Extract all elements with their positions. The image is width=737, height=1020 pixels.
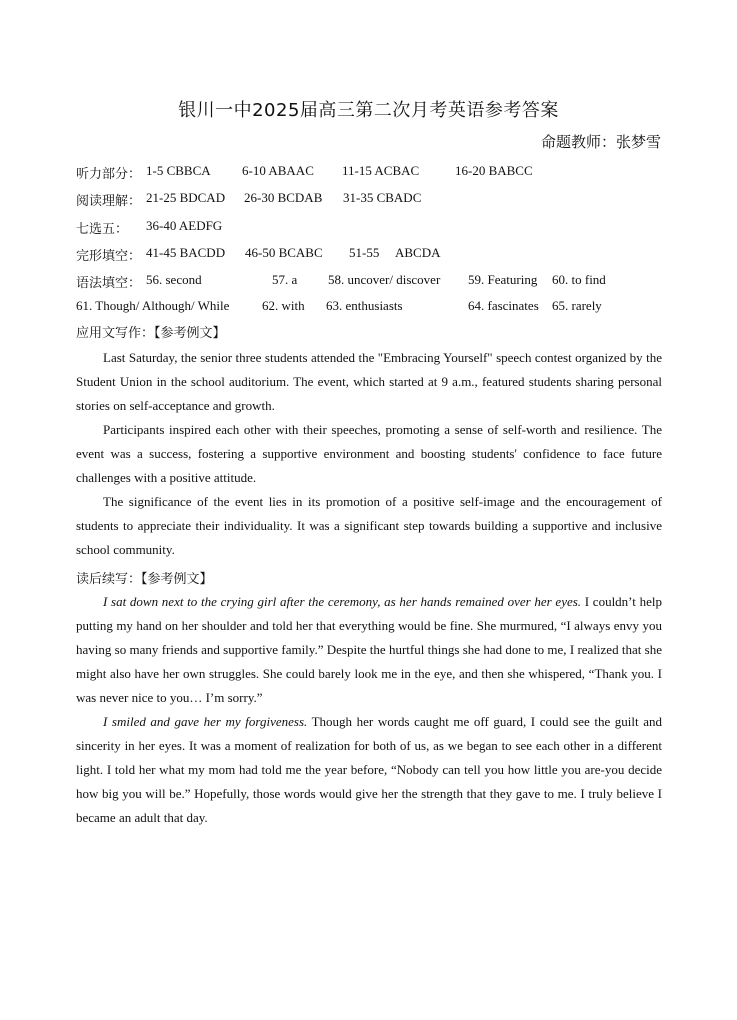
- grammar-answer: 58. uncover/ discover: [328, 272, 441, 287]
- cloze-label: 完形填空：: [76, 249, 142, 264]
- page-title: 银川一中2025届高三第二次月考英语参考答案: [178, 100, 559, 121]
- answer-group: 6-10 ABAAC: [242, 163, 314, 178]
- writing2-paragraph-1: [76, 590, 662, 710]
- answer-group: 36-40 AEDFG: [146, 218, 223, 233]
- writing1-paragraph: The significance of the event lies in its promotion of a positive self-image and the encouragement of students to appreciate their individuality. It was a significant step towards building a supportive and inclusive school community.: [76, 494, 662, 557]
- listening-label: 听力部分：: [76, 167, 142, 182]
- answer-group: 1-5 CBBCA: [146, 163, 211, 178]
- answer-group: 21-25 BDCAD: [146, 190, 226, 205]
- reading-row: [76, 190, 422, 209]
- grammar-answer: 64. fascinates: [468, 298, 539, 313]
- grammar-answer: 59. Featuring: [468, 272, 538, 287]
- seven-label: 七选五：: [76, 222, 129, 237]
- grammar-answer: 60. to find: [552, 272, 606, 287]
- grammar-answer: 65. rarely: [552, 298, 602, 313]
- writing1-paragraph: Participants inspired each other with their speeches, promoting a sense of self-worth and resilience. The event was a success, fostering a supportive environment and boosting students' confidence to face future challenges with a positive attitude.: [76, 422, 662, 485]
- grammar-row: [76, 272, 606, 291]
- answer-group: 26-30 BCDAB: [244, 190, 323, 205]
- listening-row: [76, 163, 533, 182]
- paragraph-text: Though her words caught me off guard, I could see the guilt and sincerity in her eyes. It was a moment of realization for both of us, as we began to see each other in a different light. I told her what my mom had told me the year before, “Nobody can tell you how little you are-you decide how big you will be.” Hopefully, those words would give her the strength that they gave to me. I truly believe I became an adult that day.: [76, 714, 662, 825]
- cloze-row: [76, 245, 441, 264]
- answer-group: 46-50 BCABC: [245, 245, 323, 260]
- grammar-label: 语法填空：: [76, 276, 142, 291]
- answer-group: 31-35 CBADC: [343, 190, 422, 205]
- author-line: 命题教师：张梦雪: [540, 133, 661, 151]
- seven-choose-five-row: [76, 218, 223, 237]
- answer-group: 11-15 ACBAC: [342, 163, 420, 178]
- reading-label: 阅读理解：: [76, 194, 142, 209]
- writing1-paragraph: Last Saturday, the senior three students attended the "Embracing Yourself" speech contest organized by the Student Union in the school auditorium. The event, which started at 9 a.m., featured students sharing personal stories on self-acceptance and growth.: [76, 350, 662, 413]
- continuation-writing-heading: 读后续写：【参考例文】: [76, 572, 213, 587]
- paragraph-text: I couldn’t help putting my hand on her shoulder and told her that everything would be fine. She murmured, “I always envy you having so many friends and supportive family.” Despite the hurtful things she had done to me, I realized that she might also have her own struggles. She could barely look me in the eye, and then she whispered, “Thank you. I was never nice to you… I’m sorry.”: [76, 594, 662, 705]
- grammar-answer: 57. a: [272, 272, 298, 287]
- grammar-answer: 56. second: [146, 272, 202, 287]
- applied-writing-heading: 应用文写作：【参考例文】: [76, 326, 226, 341]
- grammar-answer: 63. enthusiasts: [326, 298, 403, 313]
- grammar-answer: 62. with: [262, 298, 305, 313]
- answer-group: ABCDA: [395, 245, 441, 260]
- answer-group: 51-55: [349, 245, 380, 260]
- answer-group: 16-20 BABCC: [455, 163, 533, 178]
- italic-opening-sentence: I smiled and gave her my forgiveness.: [103, 714, 308, 729]
- italic-opening-sentence: I sat down next to the crying girl after the ceremony, as her hands remained over her eyes.: [103, 594, 582, 609]
- writing2-paragraph-2: [76, 710, 662, 830]
- grammar-answer: 61. Though/ Although/ While: [76, 298, 230, 313]
- answer-group: 41-45 BACDD: [146, 245, 226, 260]
